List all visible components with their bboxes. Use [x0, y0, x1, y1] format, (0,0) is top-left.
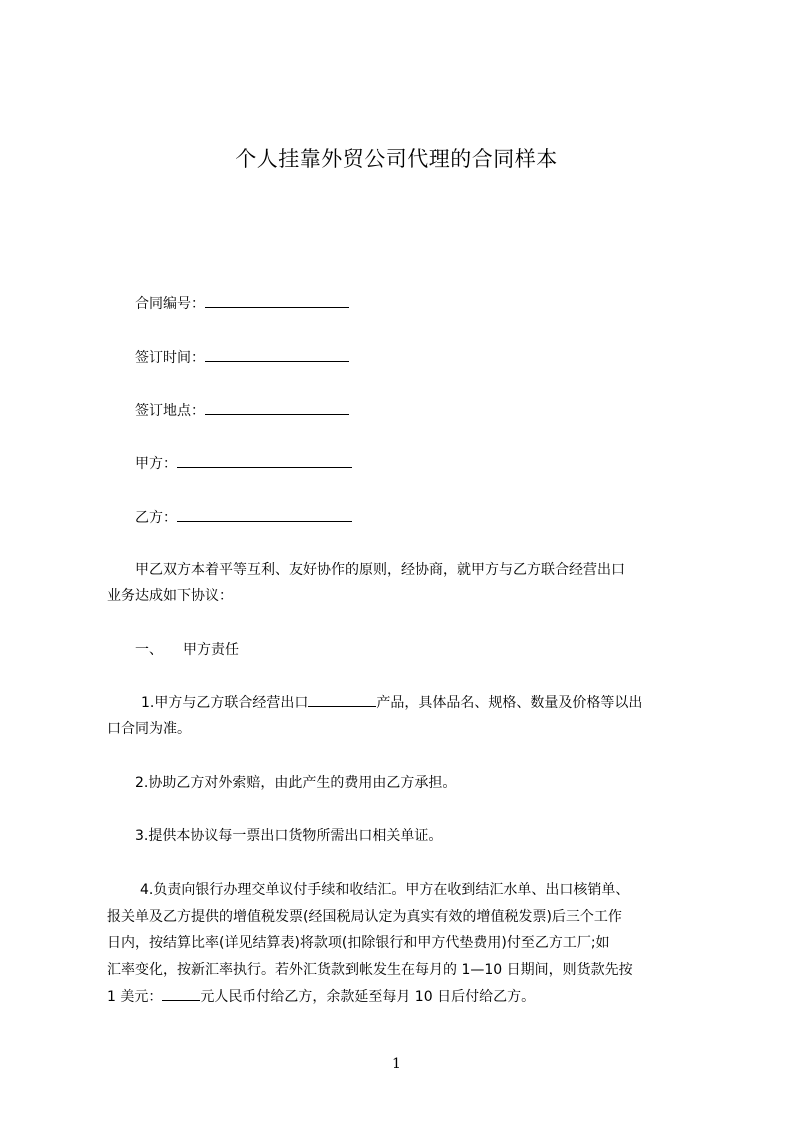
sign-place-label: 签订地点： [135, 403, 205, 419]
contract-number-label: 合同编号： [135, 296, 205, 312]
intro-line-2: 业务达成如下协议： [107, 588, 233, 604]
item-1-text-b: 产品，具体品名、规格、数量及价格等以出 [376, 695, 643, 711]
section-1-heading [135, 639, 239, 659]
item-4-line-5 [107, 986, 535, 1006]
item-1-text-a: 1.甲方与乙方联合经营出口 [141, 695, 309, 711]
item-4-line-4: 汇率变化，按新汇率执行。若外汇货款到帐发生在每月的 1—10 日期间，则货款先按 [107, 962, 633, 978]
sign-place-blank [205, 399, 349, 415]
item-4-rate-blank [162, 987, 200, 1001]
intro-line-1: 甲乙双方本着平等互利、友好协作的原则，经协商，就甲方与乙方联合经营出口 [135, 562, 625, 578]
contract-number-blank [205, 292, 349, 308]
party-a-blank [177, 452, 352, 468]
item-3: 3.提供本协议每一票出口货物所需出口相关单证。 [135, 828, 443, 844]
section-1-number: 一、 [135, 642, 163, 658]
item-4-line-3: 日内，按结算比率(详见结算表)将款项(扣除银行和甲方代垫费用)付至乙方工厂;如 [107, 935, 610, 951]
sign-time-field [135, 346, 349, 367]
contract-number-field [135, 292, 349, 313]
item-1-line-2: 口合同为准。 [107, 721, 191, 737]
sign-place-field [135, 399, 349, 420]
item-1-line-1 [141, 692, 642, 712]
sign-time-blank [205, 346, 349, 362]
item-2: 2.协助乙方对外索赔，由此产生的费用由乙方承担。 [135, 775, 457, 791]
item-1-product-blank [308, 693, 376, 707]
item-4-line-2: 报关单及乙方提供的增值税发票(经国税局认定为真实有效的增值税发票)后三个工作 [107, 909, 622, 925]
page-number: 1 [392, 1056, 401, 1072]
section-1-title: 甲方责任 [183, 642, 239, 658]
party-b-label: 乙方： [135, 510, 177, 526]
party-a-label: 甲方： [135, 456, 177, 472]
party-b-blank [177, 506, 352, 522]
item-4-line-1: 4.负责向银行办理交单议付手续和收结汇。甲方在收到结汇水单、出口核销单、 [140, 882, 630, 898]
party-a-field [135, 452, 352, 473]
party-b-field [135, 506, 352, 527]
item-4-rate-suffix: 元人民币付给乙方，余款延至每月 10 日后付给乙方。 [200, 989, 536, 1005]
document-title: 个人挂靠外贸公司代理的合同样本 [235, 147, 558, 171]
sign-time-label: 签订时间： [135, 350, 205, 366]
item-4-rate-prefix: 1 美元： [107, 989, 163, 1005]
